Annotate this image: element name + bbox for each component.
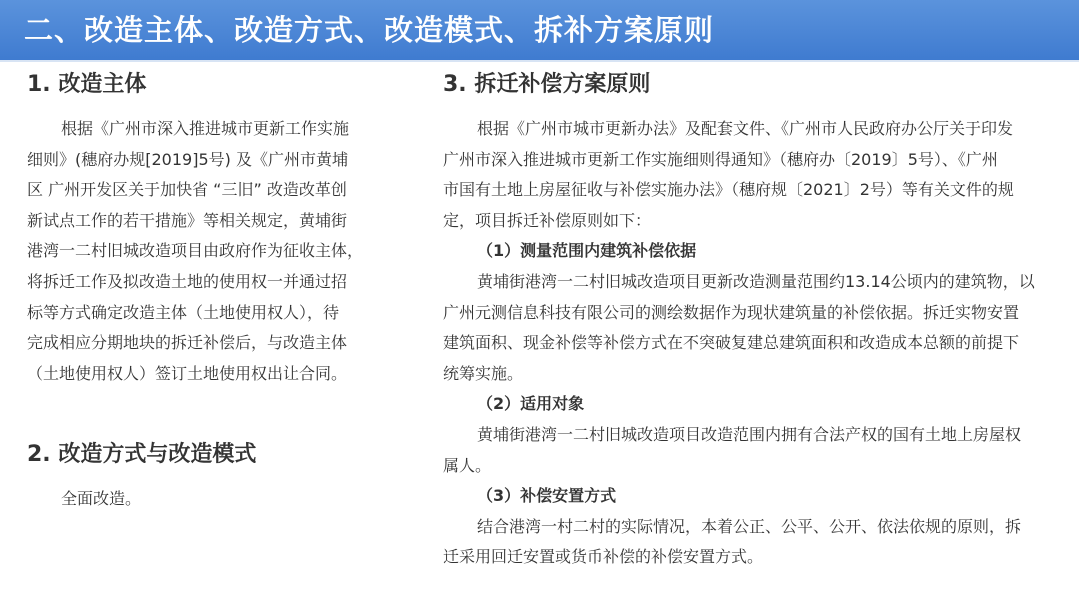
text-line: 市国有土地上房屋征收与补偿实施办法》（穗府规〔2021〕2号）等有关文件的规 (443, 180, 1014, 200)
section3-heading: 3. 拆迁补偿方案原则 (443, 72, 651, 97)
page-title: 二、改造主体、改造方式、改造模式、拆补方案原则 (24, 13, 715, 47)
text-line: 迁采用回迁安置或货币补偿的补偿安置方式。 (443, 547, 764, 567)
section2-heading: 2. 改造方式与改造模式 (27, 442, 257, 467)
subsection-title: （1）测量范围内建筑补偿依据 (477, 241, 697, 261)
text-line: 建筑面积、现金补偿等补偿方式在不突破复建总建筑面积和改造成本总额的前提下 (443, 333, 1020, 353)
text-line: 全面改造。 (61, 489, 142, 508)
text-line: 根据《广州市城市更新办法》及配套文件、《广州市人民政府办公厅关于印发 (477, 119, 1014, 138)
text-line: 新试点工作的若干措施》等相关规定，黄埔街 (27, 210, 348, 230)
text-line: 细则》(穗府办规[2019]5号) 及《广州市黄埔 (27, 149, 348, 169)
text-line: 广州元测信息科技有限公司的测绘数据作为现状建筑量的补偿依据。拆迁实物安置 (443, 302, 1020, 322)
subsection-title: （2）适用对象 (477, 394, 585, 414)
text-line: 港湾一二村旧城改造项目由政府作为征收主体， (27, 241, 364, 261)
title-banner (0, 0, 1079, 60)
text-line: 区 广州开发区关于加快省 “三旧” 改造改革创 (27, 180, 347, 200)
section2-body (61, 484, 361, 515)
text-line: （土地使用权人）签订土地使用权出让合同。 (27, 363, 348, 383)
text-line: 黄埔街港湾一二村旧城改造项目改造范围内拥有合法产权的国有土地上房屋权 (477, 424, 1022, 444)
text-line: 完成相应分期地块的拆迁补偿后，与改造主体 (27, 333, 348, 353)
text-line: 黄埔街港湾一二村旧城改造项目更新改造测量范围约13.14公顷内的建筑物，以 (477, 271, 1035, 291)
text-line: 结合港湾一村二村的实际情况，本着公正、公平、公开、依法依规的原则，拆 (477, 516, 1022, 536)
text-line: 标等方式确定改造主体（土地使用权人），待 (27, 302, 340, 322)
text-line: 广州市深入推进城市更新工作实施细则得通知》（穗府办〔2019〕5号）、《广州 (443, 149, 998, 169)
banner-divider (0, 60, 1079, 62)
text-line: 根据《广州市深入推进城市更新工作实施 (61, 119, 350, 138)
section1-body (27, 114, 373, 389)
text-line: 将拆迁工作及拟改造土地的使用权一并通过招 (27, 271, 348, 291)
text-line: 属人。 (443, 455, 492, 475)
section1-heading: 1. 改造主体 (27, 72, 147, 97)
section3-body (443, 114, 1055, 573)
subsection-title: （3）补偿安置方式 (477, 486, 617, 506)
text-line: 统筹实施。 (443, 363, 524, 383)
text-line: 定，项目拆迁补偿原则如下： (443, 210, 652, 230)
